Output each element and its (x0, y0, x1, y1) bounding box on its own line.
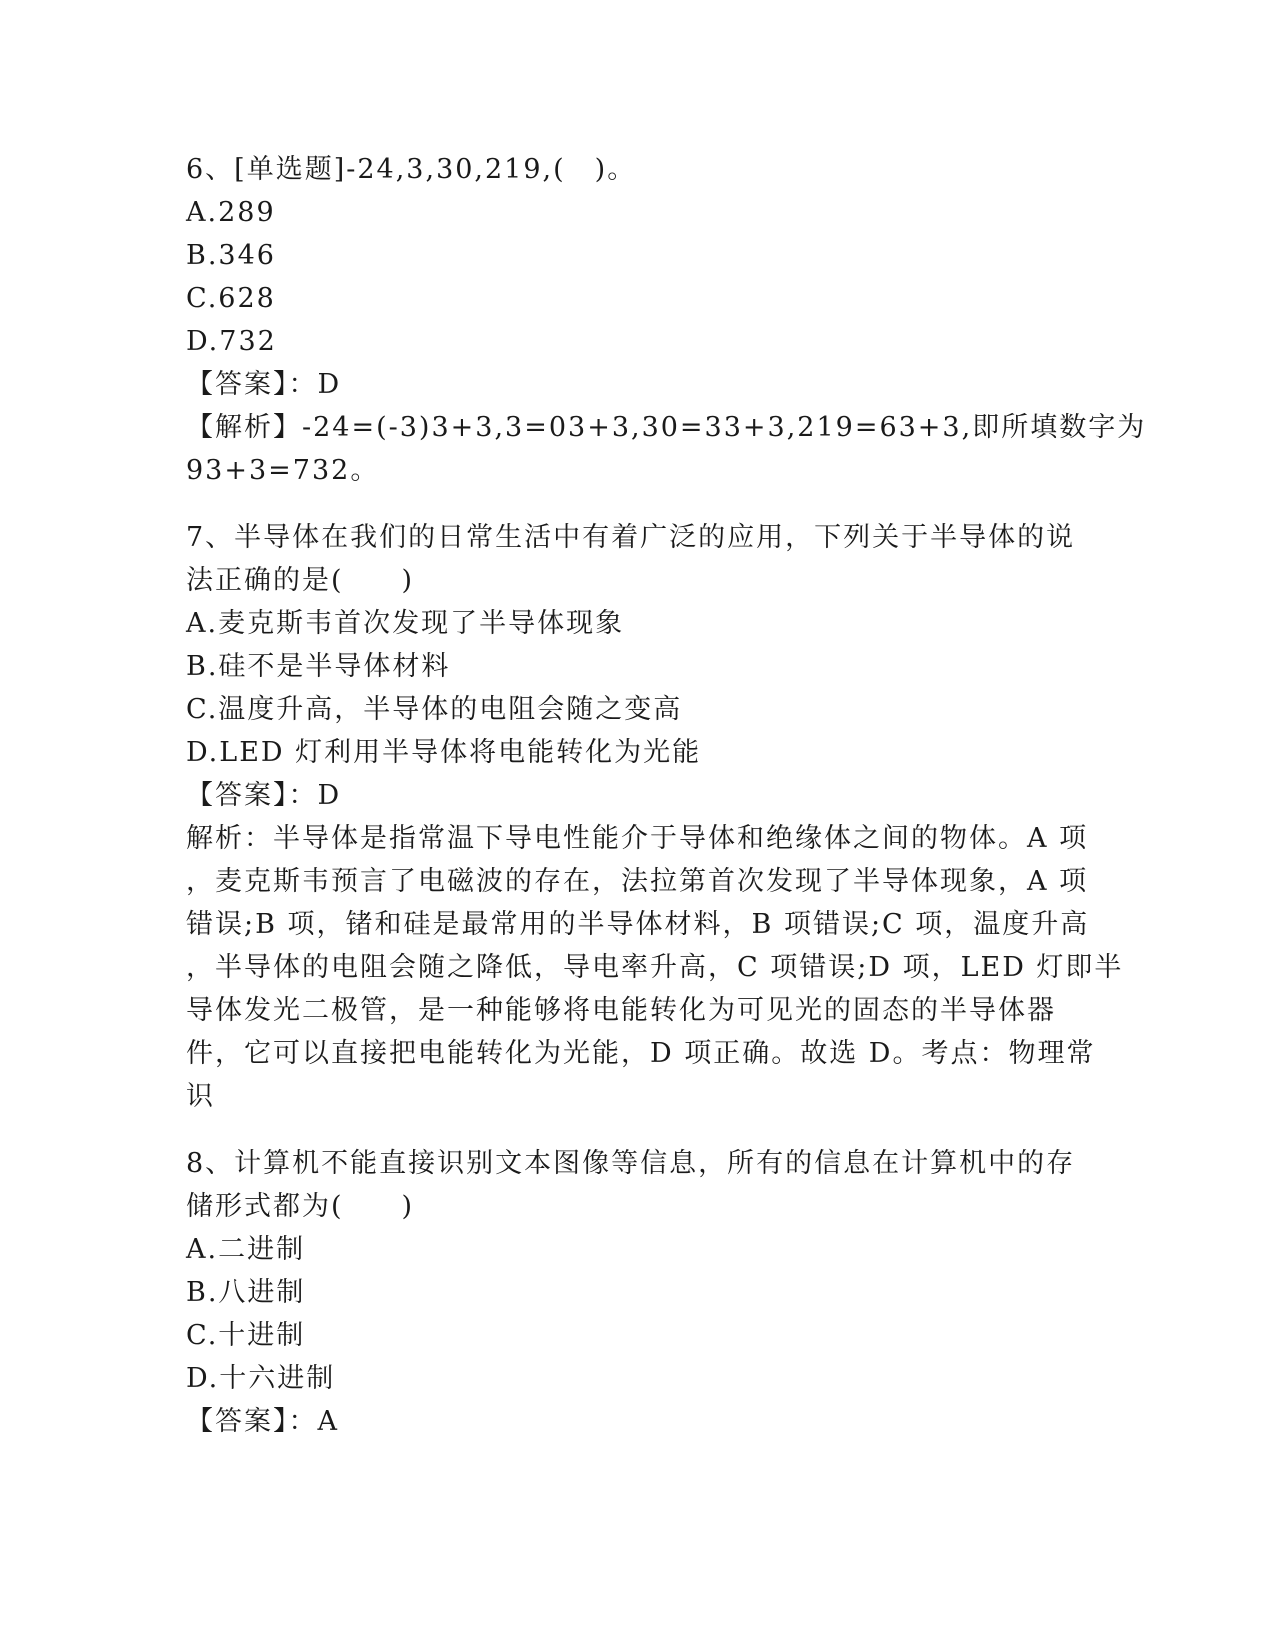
answer: 【答案】：D (186, 780, 342, 811)
option-d: D.LED 灯利用半导体将电能转化为光能 (186, 737, 702, 768)
analysis-line: ，半导体的电阻会随之降低，导电率升高，C 项错误;D 项，LED 灯即半 (186, 952, 1124, 983)
analysis-line: ，麦克斯韦预言了电磁波的存在，法拉第首次发现了半导体现象，A 项 (186, 866, 1089, 897)
analysis-line: 错误;B 项，锗和硅是最常用的半导体材料，B 项错误;C 项，温度升高 (186, 909, 1090, 940)
option-c: C.628 (186, 283, 276, 314)
analysis-line: 导体发光二极管，是一种能够将电能转化为可见光的固态的半导体器 (186, 995, 1056, 1026)
question-7 (186, 516, 1124, 1118)
option-b: B.346 (186, 240, 276, 271)
analysis-line: 识 (186, 1081, 215, 1112)
question-8 (186, 1142, 1086, 1443)
question-stem: 8、计算机不能直接识别文本图像等信息，所有的信息在计算机中的存 (186, 1148, 1076, 1179)
analysis-line: 93+3=732。 (186, 455, 380, 486)
option-d: D.732 (186, 326, 277, 357)
option-c: C.十进制 (186, 1320, 306, 1351)
question-stem: 6、[单选题]-24,3,30,219,( )。 (186, 154, 637, 185)
question-stem: 储形式都为( ) (186, 1191, 415, 1222)
option-c: C.温度升高，半导体的电阻会随之变高 (186, 694, 683, 725)
question-stem: 7、半导体在我们的日常生活中有着广泛的应用，下列关于半导体的说 (186, 522, 1076, 553)
option-b: B.硅不是半导体材料 (186, 651, 451, 682)
option-d: D.十六进制 (186, 1363, 336, 1394)
analysis-line: 【解析】-24=(-3)3+3,3=03+3,30=33+3,219=63+3,即所填数字为 (186, 412, 1147, 443)
option-a: A.289 (186, 197, 276, 228)
question-stem: 法正确的是( ) (186, 565, 415, 596)
answer: 【答案】：D (186, 369, 342, 400)
question-6 (186, 148, 1147, 492)
option-b: B.八进制 (186, 1277, 306, 1308)
analysis-line: 解析：半导体是指常温下导电性能介于导体和绝缘体之间的物体。A 项 (186, 823, 1089, 854)
option-a: A.麦克斯韦首次发现了半导体现象 (186, 608, 625, 639)
document-page (186, 148, 1147, 1443)
answer: 【答案】：A (186, 1406, 339, 1437)
option-a: A.二进制 (186, 1234, 306, 1265)
analysis-line: 件，它可以直接把电能转化为光能，D 项正确。故选 D。考点：物理常 (186, 1038, 1096, 1069)
